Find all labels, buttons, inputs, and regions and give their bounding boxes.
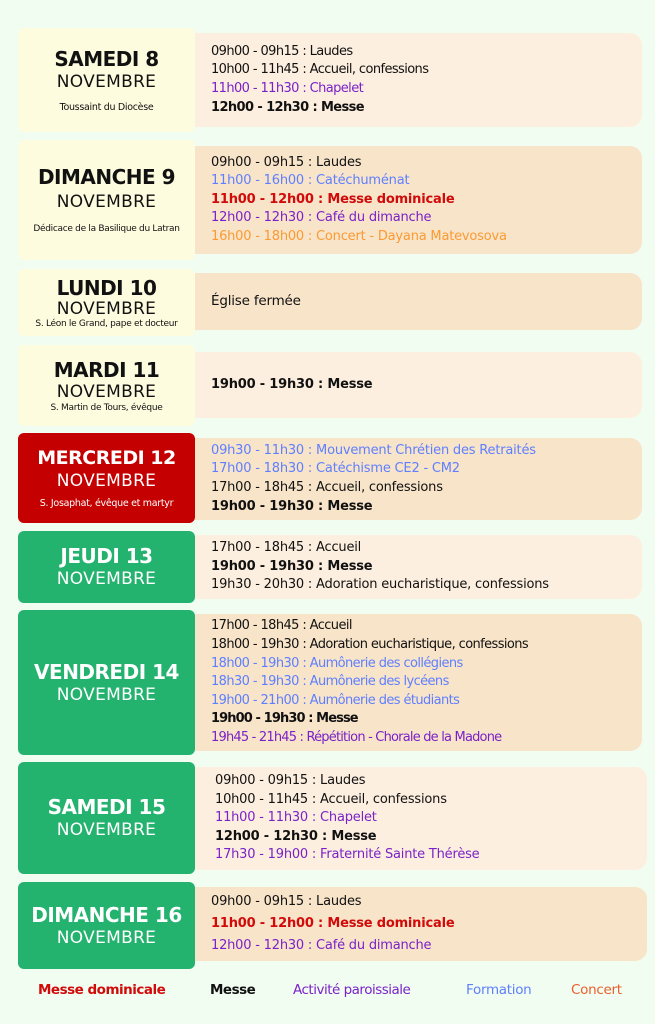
day-feast: Dédicace de la Basilique du Latran — [33, 223, 180, 234]
day-header-today — [18, 433, 195, 523]
day-header — [18, 269, 195, 336]
event-item: 18h00 - 19h30 : Aumônerie des collégiens — [211, 655, 463, 671]
event-item: 11h00 - 11h30 : Chapelet — [215, 810, 377, 826]
event-item: 19h45 - 21h45 : Répétition - Chorale de la Madone — [211, 729, 502, 745]
event-item: 12h00 - 12h30 : Messe — [211, 99, 365, 115]
event-item: 19h00 - 19h30 : Messe — [211, 376, 373, 392]
legend — [0, 980, 655, 1004]
day-feast: S. Josaphat, évêque et martyr — [39, 498, 174, 509]
day-header — [18, 140, 195, 260]
day-feast: Toussaint du Diocèse — [59, 101, 154, 113]
day-events — [195, 887, 647, 961]
event-item: 18h00 - 19h30 : Adoration eucharistique, confessions — [211, 637, 529, 653]
day-name: JEUDI 13 — [60, 544, 153, 568]
event-item: 17h00 - 18h45 : Accueil, confessions — [211, 480, 443, 495]
day-month: NOVEMBRE — [56, 471, 157, 491]
event-item: 11h00 - 16h00 : Catéchuménat — [211, 173, 410, 189]
day-header — [18, 610, 195, 755]
event-item: 09h00 - 09h15 : Laudes — [215, 773, 366, 789]
event-item: 16h00 - 18h00 : Concert - Dayana Matevosova — [211, 228, 507, 244]
day-month: NOVEMBRE — [56, 381, 157, 402]
event-item: 19h00 - 19h30 : Messe — [211, 711, 358, 727]
day-header — [18, 28, 195, 132]
event-item: 09h00 - 09h15 : Laudes — [211, 154, 362, 170]
day-month: NOVEMBRE — [56, 684, 157, 705]
event-item: 12h00 - 12h30 : Café du dimanche — [211, 210, 432, 226]
event-item: 17h30 - 19h00 : Fraternité Sainte Thérèse — [215, 847, 480, 863]
legend-activite-paroissiale: Activité paroissiale — [293, 982, 411, 998]
day-header — [18, 762, 195, 874]
event-item: 11h00 - 12h00 : Messe dominicale — [211, 191, 455, 207]
day-events — [195, 614, 642, 751]
day-month: NOVEMBRE — [56, 298, 157, 319]
day-feast: S. Léon le Grand, pape et docteur — [35, 318, 178, 329]
day-name: DIMANCHE 9 — [37, 164, 176, 189]
day-header — [18, 345, 195, 426]
day-events — [195, 767, 647, 870]
event-item: 09h30 - 11h30 : Mouvement Chrétien des Retraités — [211, 442, 536, 458]
day-feast: S. Martin de Tours, évêque — [50, 402, 163, 413]
day-name: LUNDI 10 — [56, 275, 157, 300]
event-item: 09h00 - 09h15 : Laudes — [211, 43, 353, 59]
event-item: 17h00 - 18h45 : Accueil — [211, 540, 362, 556]
day-month: NOVEMBRE — [56, 820, 157, 840]
day-events — [195, 352, 642, 418]
day-events — [195, 273, 642, 330]
day-name: SAMEDI 8 — [54, 46, 159, 71]
event-item: 10h00 - 11h45 : Accueil, confessions — [215, 791, 447, 807]
day-events — [195, 438, 642, 520]
event-item: 19h00 - 21h00 : Aumônerie des étudiants — [211, 692, 460, 708]
event-item: 18h30 - 19h30 : Aumônerie des lycéens — [211, 674, 449, 690]
event-item: 19h00 - 19h30 : Messe — [211, 558, 373, 574]
day-name: SAMEDI 15 — [47, 795, 166, 819]
event-item: Église fermée — [211, 293, 301, 310]
event-item: 19h00 - 19h30 : Messe — [211, 498, 373, 514]
legend-concert: Concert — [571, 982, 622, 998]
day-events — [195, 535, 642, 599]
day-events — [195, 33, 642, 127]
legend-formation: Formation — [466, 982, 532, 998]
day-month: NOVEMBRE — [56, 569, 157, 589]
event-item: 11h00 - 12h00 : Messe dominicale — [211, 916, 455, 931]
day-header — [18, 882, 195, 969]
legend-messe: Messe — [210, 982, 256, 998]
event-item: 12h00 - 12h30 : Messe — [215, 828, 377, 844]
day-month: NOVEMBRE — [56, 927, 157, 948]
event-item: 17h00 - 18h30 : Catéchisme CE2 - CM2 — [211, 461, 460, 477]
event-item: 12h00 - 12h30 : Café du dimanche — [211, 938, 432, 953]
event-item: 11h00 - 11h30 : Chapelet — [211, 81, 364, 96]
day-events — [195, 146, 642, 254]
day-name: VENDREDI 14 — [34, 659, 179, 684]
event-item: 09h00 - 09h15 : Laudes — [211, 894, 362, 909]
day-name: DIMANCHE 16 — [31, 902, 182, 927]
day-name: MERCREDI 12 — [37, 447, 176, 469]
day-month: NOVEMBRE — [56, 191, 157, 212]
day-name: MARDI 11 — [53, 357, 160, 382]
event-item: 10h00 - 11h45 : Accueil, confessions — [211, 62, 429, 78]
day-month: NOVEMBRE — [56, 71, 157, 92]
legend-messe-dominicale: Messe dominicale — [38, 982, 166, 998]
day-header — [18, 531, 195, 603]
event-item: 19h30 - 20h30 : Adoration eucharistique, confessions — [211, 577, 549, 593]
event-item: 17h00 - 18h45 : Accueil — [211, 618, 352, 634]
